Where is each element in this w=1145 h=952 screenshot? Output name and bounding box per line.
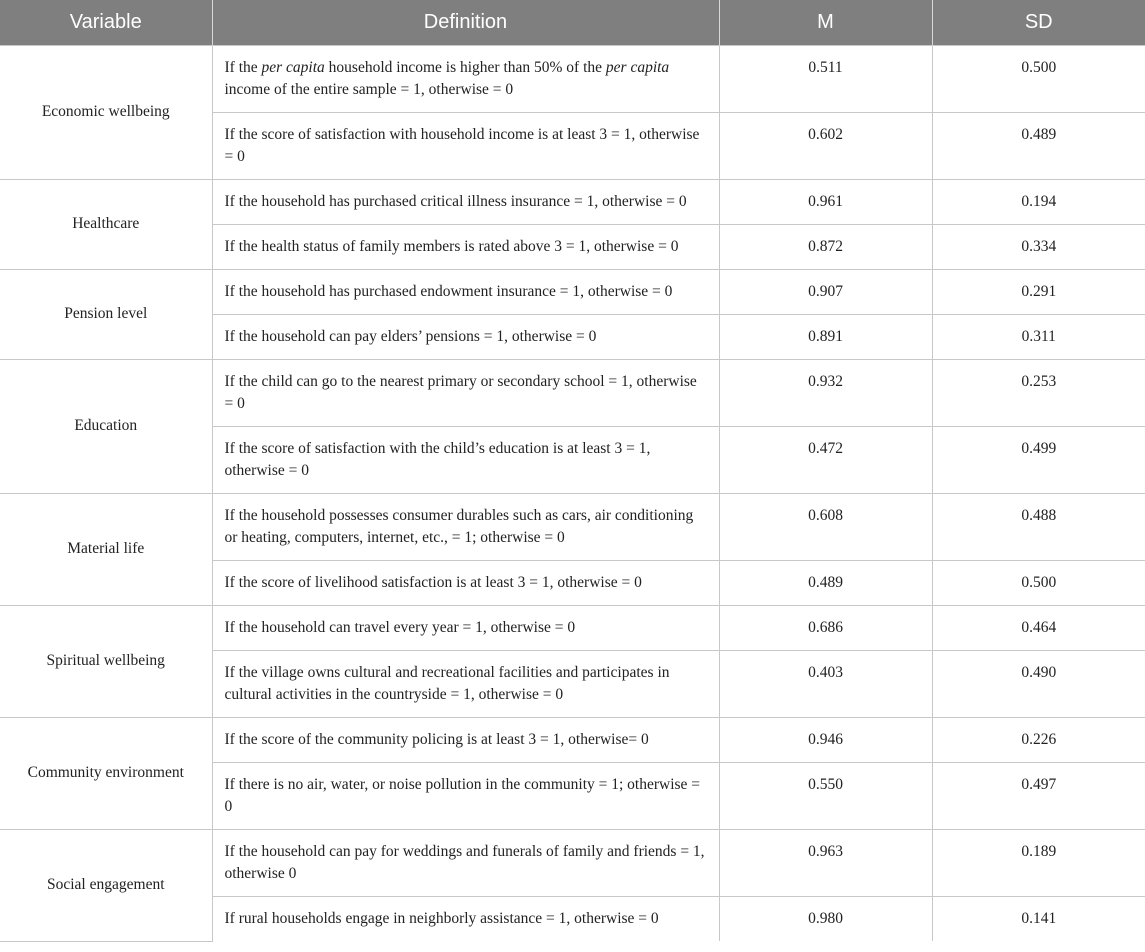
table-row [0,269,1145,314]
definition-cell: If rural households engage in neighborly assistance = 1, otherwise = 0 [212,896,719,941]
mean-cell: 0.932 [719,359,932,426]
mean-cell: 0.686 [719,605,932,650]
mean-cell: 0.472 [719,426,932,493]
sd-cell: 0.497 [932,762,1145,829]
variable-cell: Pension level [0,269,212,359]
variable-cell: Economic wellbeing [0,45,212,179]
sd-cell: 0.253 [932,359,1145,426]
mean-cell: 0.511 [719,45,932,112]
mean-cell: 0.550 [719,762,932,829]
sd-cell: 0.311 [932,314,1145,359]
mean-cell: 0.602 [719,112,932,179]
sd-cell: 0.500 [932,560,1145,605]
definition-cell: If the score of livelihood satisfaction is at least 3 = 1, otherwise = 0 [212,560,719,605]
definition-cell: If the household can pay elders’ pensions = 1, otherwise = 0 [212,314,719,359]
sd-cell: 0.226 [932,717,1145,762]
definition-cell: If the household can pay for weddings and funerals of family and friends = 1, otherwise 0 [212,829,719,896]
sd-cell: 0.489 [932,112,1145,179]
header-row [0,0,1145,45]
mean-cell: 0.963 [719,829,932,896]
header-sd: SD [932,0,1145,45]
sd-cell: 0.499 [932,426,1145,493]
sd-cell: 0.334 [932,224,1145,269]
variable-cell: Spiritual wellbeing [0,605,212,717]
sd-cell: 0.500 [932,45,1145,112]
sd-cell: 0.464 [932,605,1145,650]
table-body [0,45,1145,941]
table-row [0,829,1145,896]
variable-cell: Material life [0,493,212,605]
variable-cell: Community environment [0,717,212,829]
variable-cell: Education [0,359,212,493]
mean-cell: 0.980 [719,896,932,941]
sd-cell: 0.488 [932,493,1145,560]
definition-cell: If the score of the community policing is at least 3 = 1, otherwise= 0 [212,717,719,762]
table-row [0,717,1145,762]
definition-cell: If the child can go to the nearest primary or secondary school = 1, otherwise = 0 [212,359,719,426]
sd-cell: 0.490 [932,650,1145,717]
sd-cell: 0.291 [932,269,1145,314]
definition-cell: If the score of satisfaction with the child’s education is at least 3 = 1, otherwise = 0 [212,426,719,493]
header-variable: Variable [0,0,212,45]
table-row [0,359,1145,426]
variable-cell: Healthcare [0,179,212,269]
definition-cell: If there is no air, water, or noise pollution in the community = 1; otherwise = 0 [212,762,719,829]
table-row [0,493,1145,560]
mean-cell: 0.608 [719,493,932,560]
table-row [0,179,1145,224]
definition-cell: If the village owns cultural and recreational facilities and participates in cultural activities in the countryside = 1, otherwise = 0 [212,650,719,717]
mean-cell: 0.872 [719,224,932,269]
definition-cell: If the per capita household income is higher than 50% of the per capita income of the entire sample = 1, otherwise = 0 [212,45,719,112]
header-definition: Definition [212,0,719,45]
mean-cell: 0.907 [719,269,932,314]
definition-cell: If the household can travel every year = 1, otherwise = 0 [212,605,719,650]
table-header [0,0,1145,45]
definition-cell: If the household has purchased endowment insurance = 1, otherwise = 0 [212,269,719,314]
mean-cell: 0.403 [719,650,932,717]
definition-cell: If the health status of family members is rated above 3 = 1, otherwise = 0 [212,224,719,269]
sd-cell: 0.189 [932,829,1145,896]
table-row [0,605,1145,650]
header-m: M [719,0,932,45]
definition-cell: If the household has purchased critical illness insurance = 1, otherwise = 0 [212,179,719,224]
variable-cell: Social engagement [0,829,212,941]
table-row [0,45,1145,112]
definition-cell: If the household possesses consumer durables such as cars, air conditioning or heating, computers, internet, etc., = 1; otherwise = 0 [212,493,719,560]
definition-cell: If the score of satisfaction with household income is at least 3 = 1, otherwise = 0 [212,112,719,179]
sd-cell: 0.194 [932,179,1145,224]
mean-cell: 0.946 [719,717,932,762]
mean-cell: 0.891 [719,314,932,359]
mean-cell: 0.489 [719,560,932,605]
sd-cell: 0.141 [932,896,1145,941]
mean-cell: 0.961 [719,179,932,224]
